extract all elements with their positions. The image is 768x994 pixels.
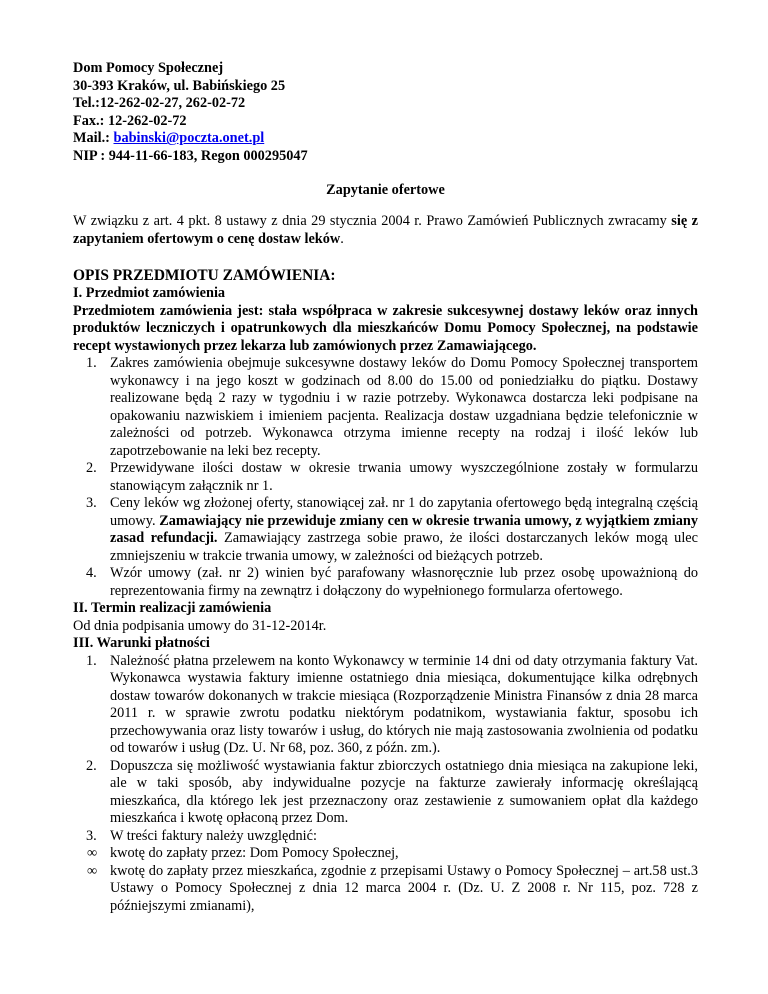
item-number: 2. [86,757,97,774]
intro-paragraph [73,213,698,248]
section-1-list [73,355,698,600]
section-3-heading: III. Warunki płatności [73,635,210,652]
section-1-lead: Przedmiotem zamówienia jest: stała współpraca w zakresie sukcesywnej dostawy leków oraz innych produktów leczniczych i opatrunkowych dla mieszkańców Domu Pomocy Społecznej, na podstawie recept wystawionych przez lekarza lub zamówionych przez Zamawiającego. [73,302,698,354]
org-name: Dom Pomocy Społecznej [73,60,224,76]
list-item [73,653,698,758]
section-2-text: Od dnia podpisania umowy do 31-12-2014r. [73,617,327,634]
mail-link[interactable]: babinski@poczta.onet.pl [113,130,265,147]
item-number: 2. [86,460,97,477]
item-text: Ceny leków wg złożonej oferty, stanowiącej zał. nr 1 do zapytania ofertowego będą integralną częścią umowy. [110,495,698,529]
list-item [73,758,698,828]
item-text: Zakres zamówienia obejmuje sukcesywne dostawy leków do Domu Pomocy Społecznej transportem wykonawcy i na jego koszt w godzinach od 8.00 do 15.00 od poniedziałku do piątku. Dostawy realizowane będą 2 razy w tygodniu i w razie potrzeby. Wykonawca dostarcza leki podpisane na opakowaniu nazwiskiem i imieniem pacjenta. Realizacja dostaw uzgadniana będzie telefonicznie w zależności od potrzeb. Wykonawca otrzyma imienne recepty na rodzaj i ilość leków lub zapotrzebowanie na leki bez recepty. [110,355,698,459]
item-number: 3. [86,495,97,512]
item-text: Wzór umowy (zał. nr 2) winien być parafowany własnoręcznie lub przez osobę upoważnioną do reprezentowania firmy na zewnątrz i dołączony do wypełnionego formularza ofertowego. [110,565,698,599]
list-item [73,828,698,846]
item-number: 3. [86,827,97,844]
bullet-text: kwotę do zapłaty przez mieszkańca, zgodnie z przepisami Ustawy o Pomocy Społecznej – art.58 ust.3 Ustawy o Pomocy Społecznej z dnia 12 marca 2004 r. (Dz. U. Z 2008 r. Nr 115, poz. 728 z późniejszymi zmianami), [110,862,698,914]
section-3-list [73,653,698,916]
document-content [73,60,698,915]
list-item [73,460,698,495]
item-tail: Zamawiający zastrzega sobie prawo, że ilości dostarczanych leków mogą ulec zmniejszeniu w trakcie trwania umowy, w zależności od bieżących potrzeb. [110,530,698,564]
list-item [73,495,698,565]
item-text: Należność płatna przelewem na konto Wykonawcy w terminie 14 dni od daty otrzymania faktury Vat. Wykonawca wystawia faktury imienne ostatniego dnia miesiąca, dokumentujące kilka odrębnych dostaw towarów dokonanych w trakcie miesiąca (Rozporządzenie Ministra Finansów z dnia 28 marca 2011 r. w sprawie zwrotu podatku niektórym podatnikom, wystawiania faktur, sposobu ich przechowywania oraz listy towarów i usług, do których nie mają zastosowania zwolnienia od podatku od towarów i usług (Dz. U. Nr 68, poz. 360, z późn. zm.). [110,652,698,757]
bullet-item [73,863,698,916]
item-text: Przewidywane ilości dostaw w okresie trwania umowy wyszczególnione zostały w formularzu stanowiącym załącznik nr 1. [110,460,698,494]
item-number: 1. [86,652,97,669]
item-number: 4. [86,565,97,582]
mail-label: Mail.: [73,130,114,147]
item-number: 1. [86,355,97,372]
org-phone: Tel.:12-262-02-27, 262-02-72 [73,95,246,112]
item-text: W treści faktury należy uwzględnić: [110,827,317,844]
intro-bold: się z zapytaniem ofertowym o cenę dostaw leków [73,213,698,247]
document-title: Zapytanie ofertowe [326,181,445,198]
intro-text: W związku z art. 4 pkt. 8 ustawy z dnia 29 stycznia 2004 r. Prawo Zamówień Publicznych zwracamy [73,213,672,230]
opis-heading: OPIS PRZEDMIOTU ZAMÓWIENIA: [73,267,336,285]
list-item [73,355,698,460]
bullet-text: kwotę do zapłaty przez: Dom Pomocy Społecznej, [110,845,399,862]
org-mail-line [73,130,698,148]
org-address: 30-393 Kraków, ul. Babińskiego 25 [73,77,286,94]
item-bold: Zamawiający nie przewiduje zmiany cen w okresie trwania umowy, z wyjątkiem zmiany zasad refundacji. [110,512,698,547]
bullet-item [73,845,698,863]
letterhead [73,60,698,166]
section-2-heading: II. Termin realizacji zamówienia [73,600,272,617]
bullet-symbol: ∞ [87,845,98,862]
intro-end: . [340,230,344,247]
item-text: Dopuszcza się możliwość wystawiania faktur zbiorczych ostatniego dnia miesiąca na zakupione leki, ale w taki sposób, aby indywidualne pozycje na fakturze zawierały informację określającą mieszkańca, dla którego lek jest przeznaczony oraz zestawienie z sumowaniem opłat dla każdego mieszkańca i kwotę opłaconą przez Dom. [110,757,698,827]
org-fax: Fax.: 12-262-02-72 [73,112,187,129]
section-1-heading: I. Przedmiot zamówienia [73,285,226,302]
list-item [73,565,698,600]
bullet-symbol: ∞ [87,862,98,879]
org-nip: NIP : 944-11-66-183, Regon 000295047 [73,147,308,164]
